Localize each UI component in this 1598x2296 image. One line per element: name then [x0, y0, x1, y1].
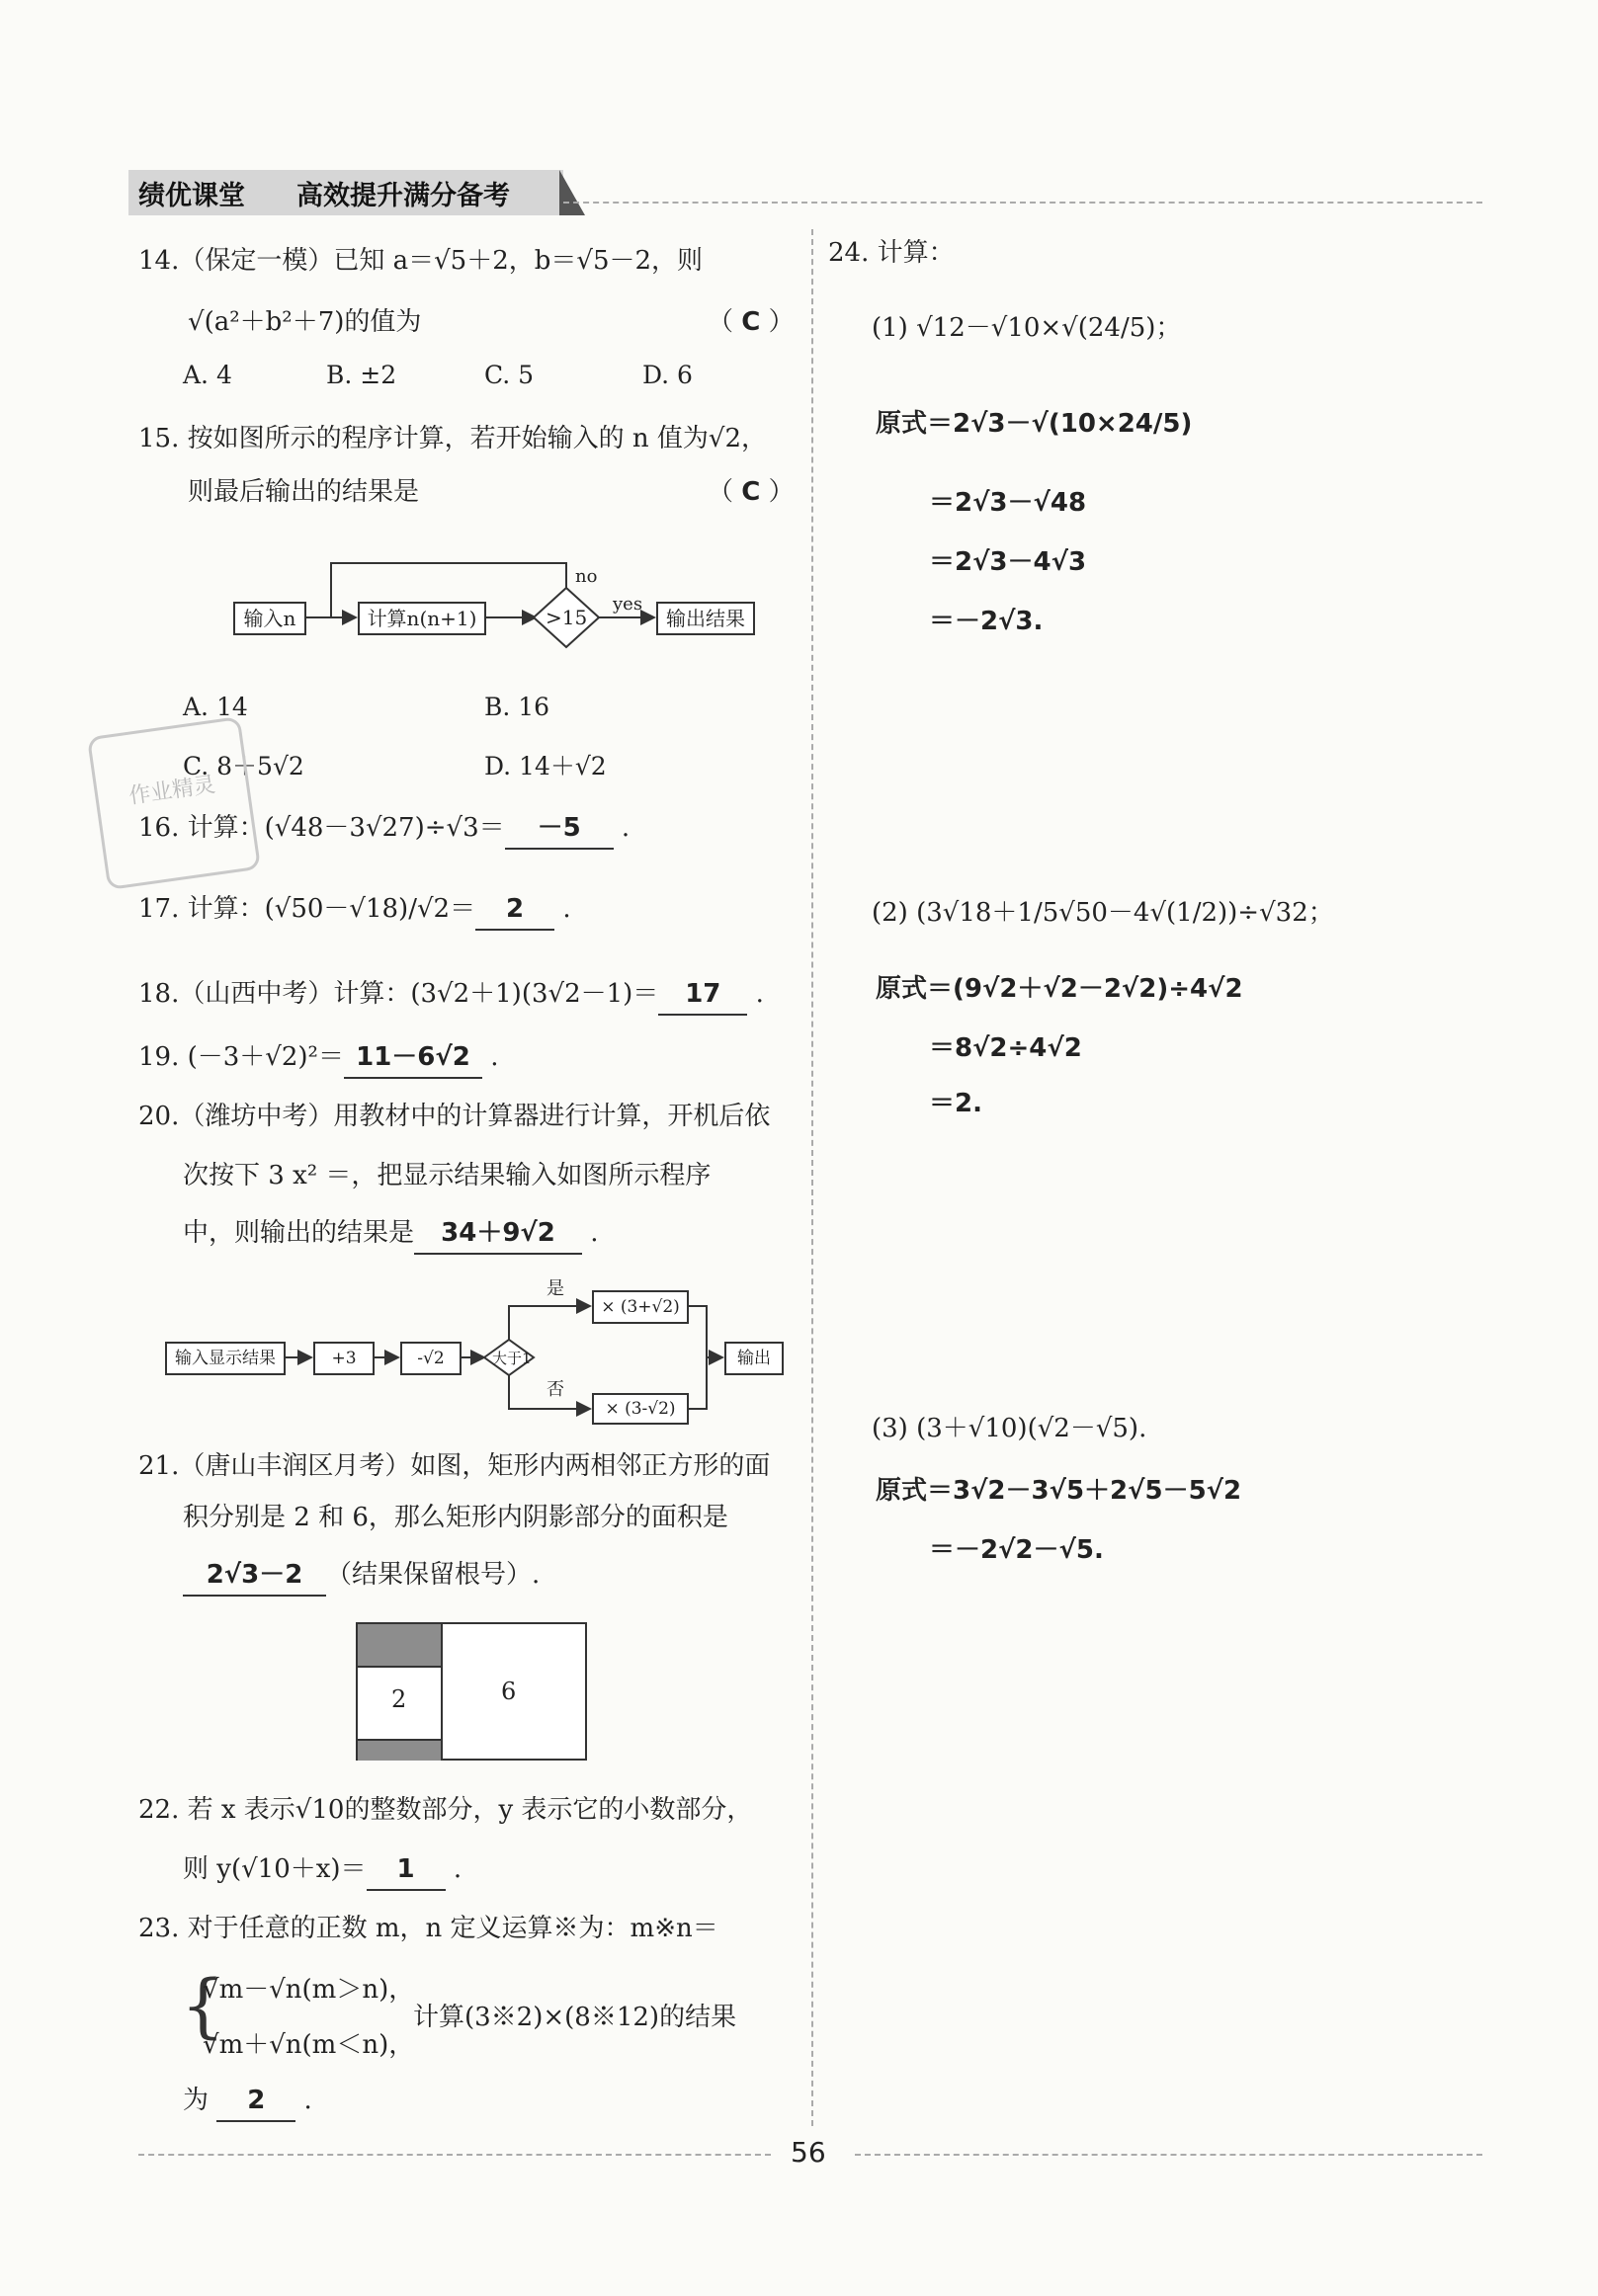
- q24-p2-step2: ＝8√2÷4√2: [929, 1033, 1082, 1063]
- q19-answer: 11－6√2: [344, 1037, 482, 1079]
- q14-line1: 14.（保定一模）已知 a＝√5＋2，b＝√5－2，则: [138, 246, 704, 276]
- q15-yes-label: yes: [613, 594, 643, 615]
- q21-divider: [441, 1624, 443, 1759]
- q22-line2: 则 y(√10＋x)＝ 1 .: [183, 1849, 462, 1891]
- q18-question: 18.（山西中考）计算：(3√2＋1)(3√2－1)＝: [138, 979, 659, 1009]
- q21-line3: [183, 1555, 540, 1597]
- q20-sub-box: -√2: [400, 1342, 462, 1375]
- stamp-text: 作业精灵: [126, 773, 217, 810]
- q20-mul-yes-box: × (3+√2): [592, 1290, 689, 1324]
- q16-answer: －5: [505, 808, 614, 850]
- q20-line2: 次按下 3 x² ＝，把显示结果输入如图所示程序: [183, 1161, 712, 1190]
- header-triangle: [559, 170, 585, 215]
- q24-p3-step1: 原式＝3√2－3√5＋2√5－5√2: [876, 1476, 1242, 1506]
- q20-question: 中，则输出的结果是: [183, 1218, 415, 1248]
- q22-question: 则 y(√10＋x)＝: [183, 1854, 367, 1884]
- q21-line2: 积分别是 2 和 6，那么矩形内阴影部分的面积是: [183, 1503, 728, 1532]
- q19-question: 19. (－3＋√2)²＝: [138, 1042, 344, 1072]
- q24-p1-step1: 原式＝2√3－√(10×24/5): [876, 409, 1193, 439]
- q15-answer: C: [741, 477, 761, 507]
- q20-line3: 中，则输出的结果是 34＋9√2 .: [183, 1213, 599, 1255]
- q21-answer: 2√3－2: [183, 1555, 326, 1597]
- q14-answer: C: [741, 307, 761, 337]
- q20-condition: 大于1: [492, 1350, 532, 1367]
- q23-tail: 计算(3※2)×(8※12)的结果: [413, 2003, 737, 2032]
- header-title: 绩优课堂: [138, 181, 245, 211]
- q15-condition: >15: [546, 606, 588, 629]
- q20-answer: 34＋9√2: [414, 1213, 582, 1255]
- q21-shade-top: [358, 1624, 441, 1668]
- q15-output-box: 输出结果: [656, 602, 755, 635]
- q20-mul-no-box: × (3-√2): [592, 1393, 689, 1425]
- q14-option-d: D. 6: [642, 361, 693, 389]
- q24-p1-question: (1) √12－√10×√(24/5)；: [872, 313, 1182, 343]
- q15-answer-paren: （ C ）: [708, 477, 795, 507]
- q15-option-b: B. 16: [484, 693, 550, 721]
- q23-case2: √m＋√n(m＜n)，: [203, 2030, 415, 2060]
- q23-question: 为: [183, 2086, 210, 2115]
- footer-rule-right: [855, 2154, 1482, 2156]
- q22-line1: 22. 若 x 表示√10的整数部分，y 表示它的小数部分，: [138, 1795, 753, 1825]
- q24-p1-step2: ＝2√3－√48: [929, 488, 1087, 518]
- q24-p2-question: (2) (3√18＋1/5√50－4√(1/2))÷√32；: [872, 898, 1334, 928]
- q21-label-small: 2: [391, 1685, 407, 1713]
- footer-rule-left: [138, 2154, 771, 2156]
- q23-case1: √m－√n(m＞n)，: [203, 1975, 415, 2005]
- q19-text: 19. (－3＋√2)²＝ 11－6√2 .: [138, 1037, 499, 1079]
- q15-option-d: D. 14＋√2: [484, 752, 607, 780]
- q15-option-a: A. 14: [183, 693, 248, 721]
- q20-yes-label: 是: [547, 1278, 564, 1299]
- q14-option-b: B. ±2: [326, 361, 397, 389]
- q15-line1: 15. 按如图所示的程序计算，若开始输入的 n 值为√2，: [138, 424, 767, 453]
- q21-label-large: 6: [501, 1678, 517, 1705]
- section-header: [128, 170, 573, 215]
- q14-option-a: A. 4: [183, 361, 232, 389]
- q22-answer: 1: [367, 1849, 446, 1891]
- q14-line2: √(a²＋b²＋7)的值为: [188, 307, 422, 337]
- q16-text: 16. 计算：(√48－3√27)÷√3＝ －5 .: [138, 808, 630, 850]
- q18-answer: 17: [658, 974, 747, 1016]
- q23-answer: 2: [216, 2081, 295, 2122]
- q20-line1: 20.（潍坊中考）用教材中的计算器进行计算，开机后依: [138, 1102, 771, 1131]
- q18-text: 18.（山西中考）计算：(3√2＋1)(3√2－1)＝ 17 .: [138, 974, 764, 1016]
- q21-note: （结果保留根号）.: [326, 1560, 541, 1590]
- q20-add-box: +3: [313, 1342, 375, 1375]
- q17-answer: 2: [475, 889, 554, 931]
- q15-calc-box: 计算n(n+1): [358, 602, 486, 635]
- q24-p2-step3: ＝2.: [929, 1089, 982, 1118]
- header-rule: [563, 202, 1482, 204]
- q24-p2-step1: 原式＝(9√2＋√2－2√2)÷4√2: [876, 974, 1243, 1004]
- q24-p1-step3: ＝2√3－4√3: [929, 547, 1087, 577]
- q24-title: 24. 计算：: [828, 238, 955, 268]
- q23-last: 为 2 .: [183, 2081, 312, 2122]
- q21-shade-bottom: [358, 1739, 441, 1761]
- q21-line1: 21.（唐山丰润区月考）如图，矩形内两相邻正方形的面: [138, 1451, 771, 1481]
- q15-input-box: 输入n: [233, 602, 306, 635]
- q24-p3-step2: ＝－2√2－√5.: [929, 1535, 1104, 1565]
- q15-option-c: C. 8＋5√2: [183, 752, 304, 780]
- q23-brace: {: [181, 1965, 225, 2046]
- page-number: 56: [791, 2136, 826, 2169]
- q14-answer-paren: （ C ）: [708, 307, 795, 337]
- q15-flowchart: [227, 558, 761, 657]
- q14-option-c: C. 5: [484, 361, 535, 389]
- stamp-watermark: [87, 716, 261, 890]
- q17-text: 17. 计算：(√50－√18)/√2＝ 2 .: [138, 889, 571, 931]
- q20-no-label: 否: [547, 1379, 564, 1400]
- header-slogan: 高效提升满分备考: [296, 181, 510, 211]
- q23-line1: 23. 对于任意的正数 m，n 定义运算※为：m※n＝: [138, 1914, 718, 1943]
- q17-question: 17. 计算：(√50－√18)/√2＝: [138, 894, 476, 924]
- q21-figure: [356, 1622, 587, 1761]
- q20-flowchart: [163, 1274, 786, 1423]
- q16-question: 16. 计算：(√48－3√27)÷√3＝: [138, 813, 505, 843]
- q24-p3-question: (3) (3＋√10)(√2－√5).: [872, 1414, 1147, 1443]
- q15-line2: 则最后输出的结果是: [188, 477, 420, 507]
- column-divider: [811, 229, 813, 2126]
- q15-no-label: no: [575, 566, 598, 587]
- q20-output-box: 输出: [724, 1342, 784, 1375]
- q20-input-box: 输入显示结果: [165, 1342, 286, 1375]
- q24-p1-step4: ＝－2√3.: [929, 607, 1044, 636]
